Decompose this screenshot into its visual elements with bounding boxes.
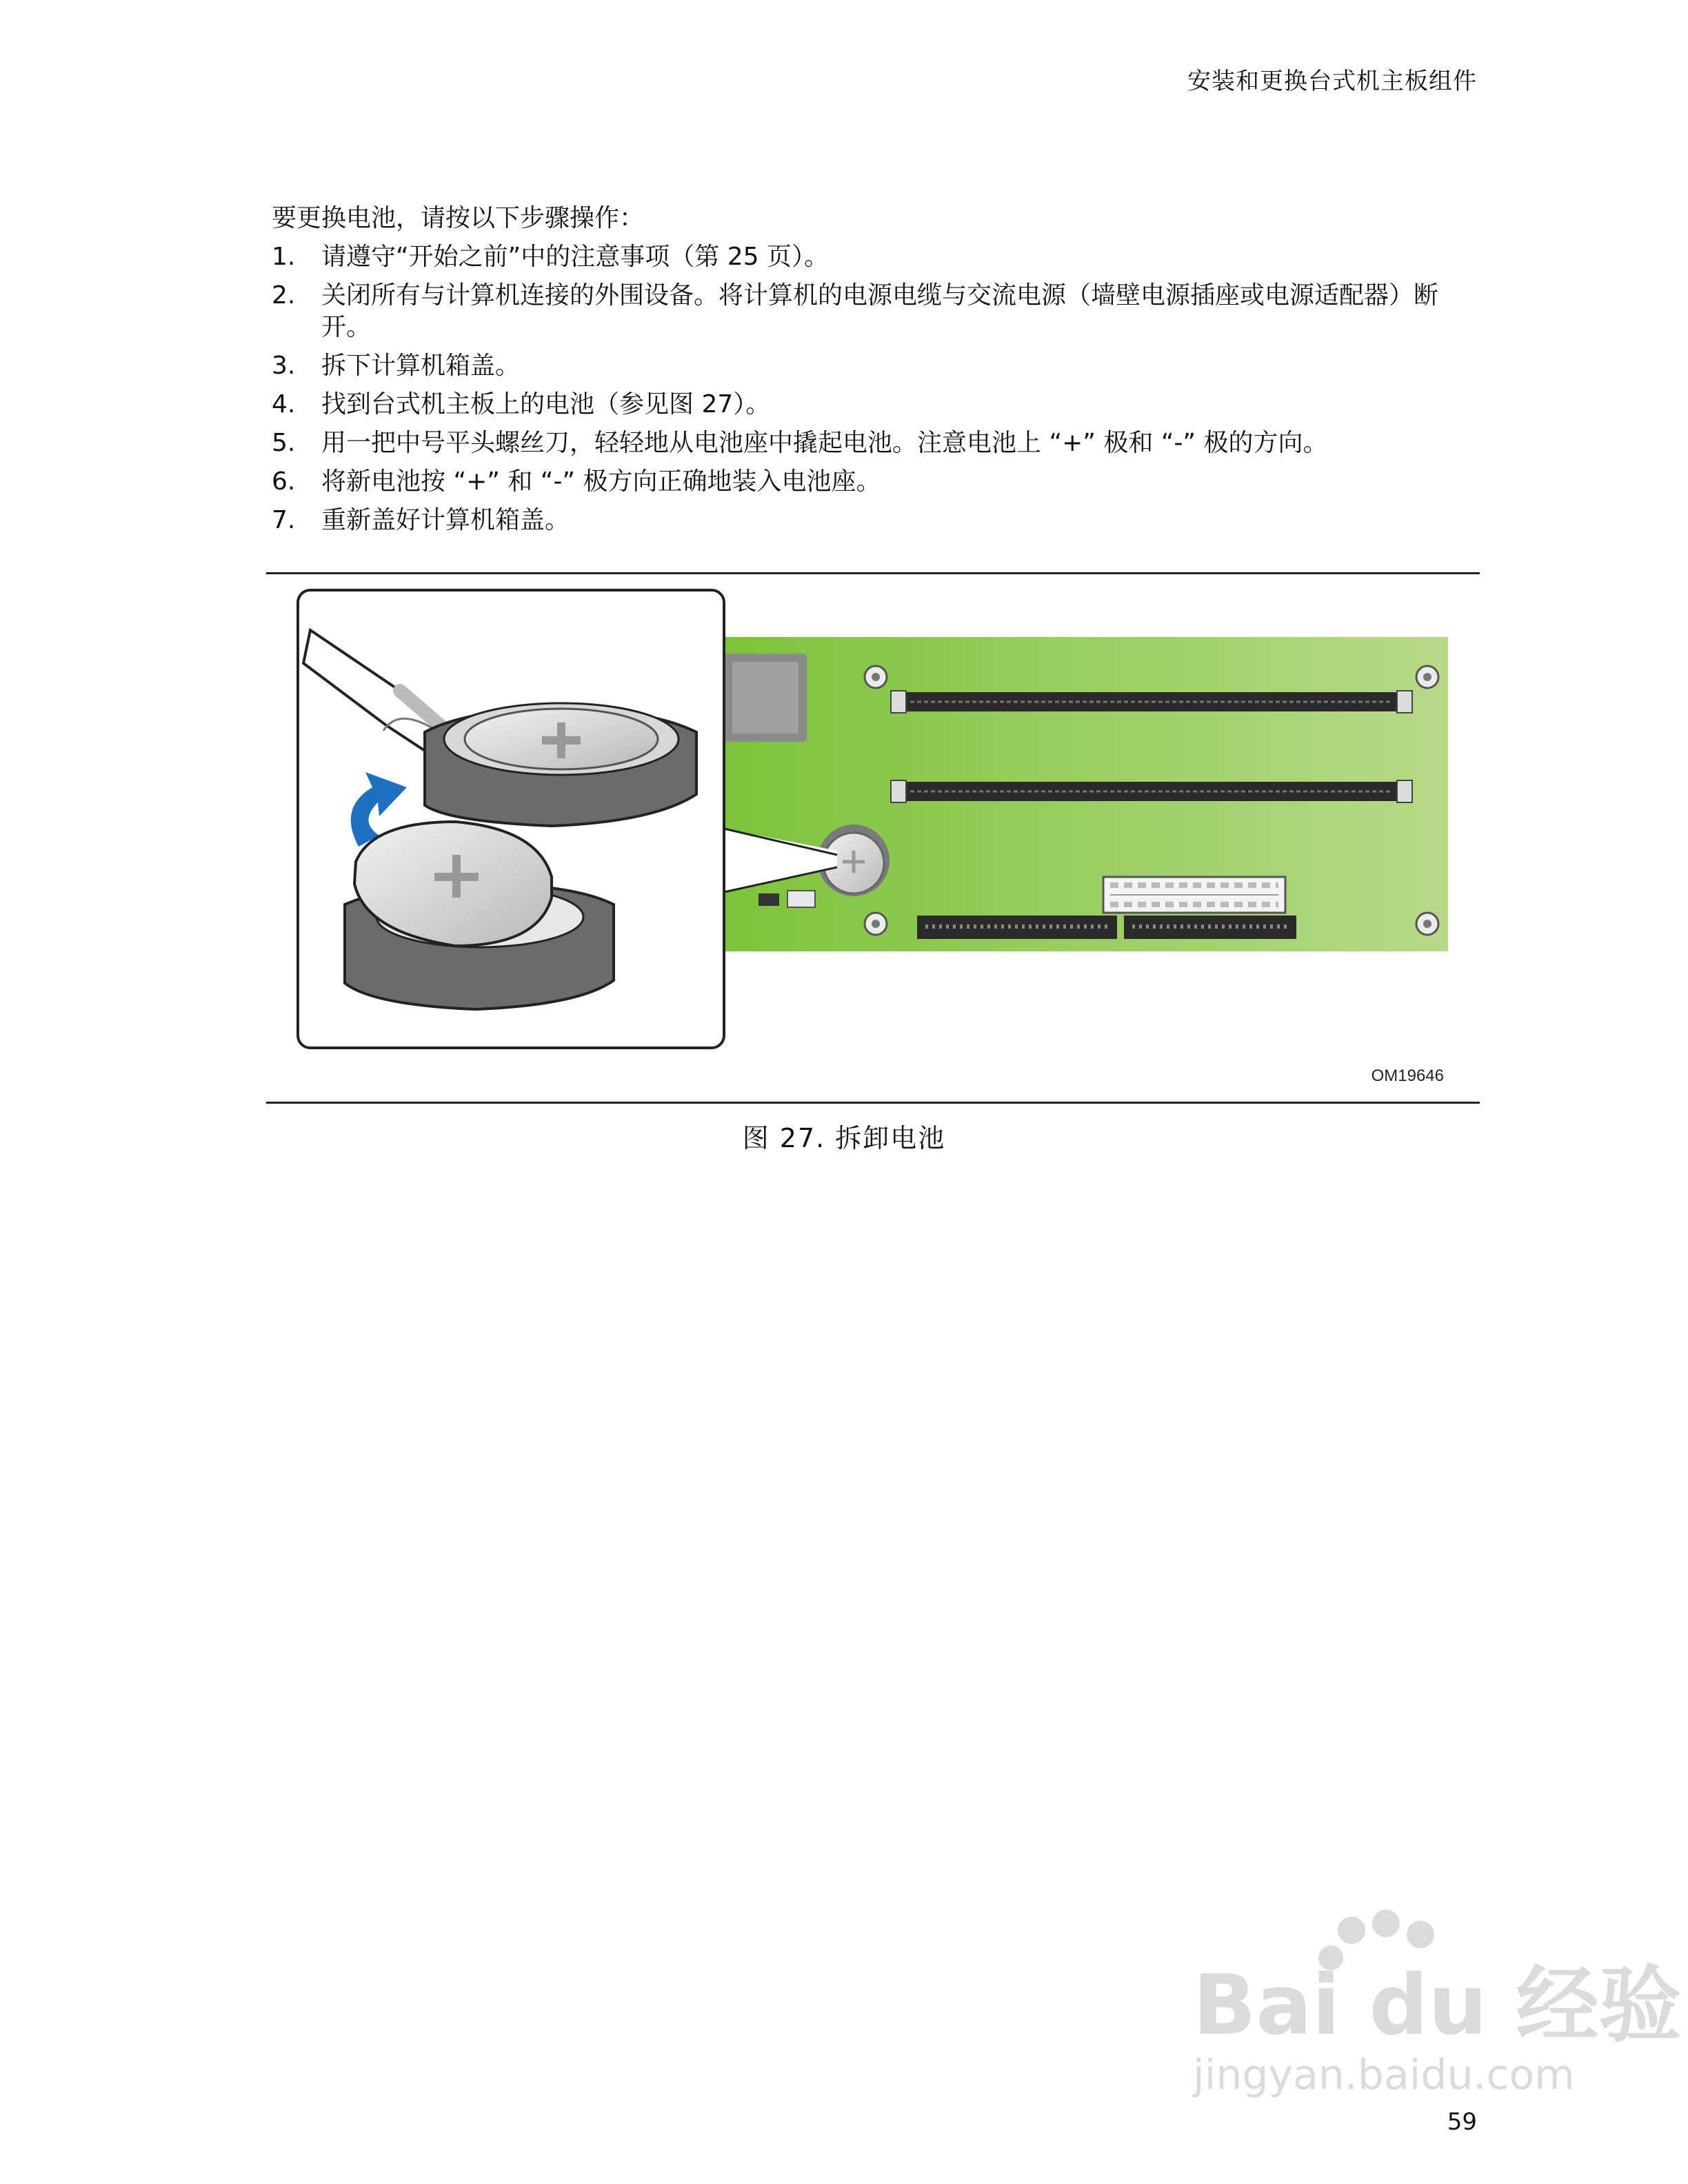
step-number: 6. [272,467,296,496]
step-text: 用一把中号平头螺丝刀，轻轻地从电池座中撬起电池。注意电池上 “+” 极和 “-” 极的方向。 [321,429,1328,457]
list-item [272,466,1458,498]
list-item [272,505,1458,536]
motherboard [710,637,1448,951]
figure-caption: 图 27. 拆卸电池 [742,1123,946,1153]
figure-bottom-rule [266,1102,1480,1104]
list-item [272,427,1458,459]
battery-holder [425,703,696,826]
figure-code: OM19646 [1371,1066,1444,1085]
ide-header [917,916,1117,939]
ide-header [1124,916,1296,939]
list-item [272,280,1458,343]
step-text: 重新盖好计算机箱盖。 [321,506,570,534]
step-text: 找到台式机主板上的电池（参见图 27）。 [321,390,771,418]
memory-slot [891,691,1412,713]
fan-header [787,891,815,907]
figure-top-rule [266,572,1480,574]
running-header: 安装和更换台式机主板组件 [1187,68,1477,95]
watermark-brand: Bai du 经验 [1193,1958,1682,2054]
list-item [272,350,1458,382]
step-list [272,241,1458,543]
step-text: 将新电池按 “+” 和 “-” 极方向正确地装入电池座。 [321,467,881,496]
page-number: 59 [1447,2108,1477,2136]
step-number: 1. [272,243,296,271]
power-connector [1103,877,1285,913]
step-number: 5. [272,429,296,457]
list-item [272,241,1458,273]
step-number: 2. [272,281,296,310]
battery-removal-figure [297,587,1462,1098]
step-text: 拆下计算机箱盖。 [321,352,521,380]
step-text: 关闭所有与计算机连接的外围设备。将计算机的电源电缆与交流电源（墙壁电源插座或电源适配器）断开。 [321,281,1439,341]
watermark-url: jingyan.baidu.com [1193,2051,1575,2099]
step-text: 请遵守“开始之前”中的注意事项（第 25 页）。 [321,243,829,271]
jumper [758,893,779,906]
step-number: 4. [272,390,296,418]
intro-text: 要更换电池，请按以下步骤操作： [272,204,645,232]
baidu-watermark [1186,1903,1682,2110]
step-number: 7. [272,506,296,534]
list-item [272,389,1458,421]
step-number: 3. [272,352,296,380]
memory-slot [891,780,1412,802]
